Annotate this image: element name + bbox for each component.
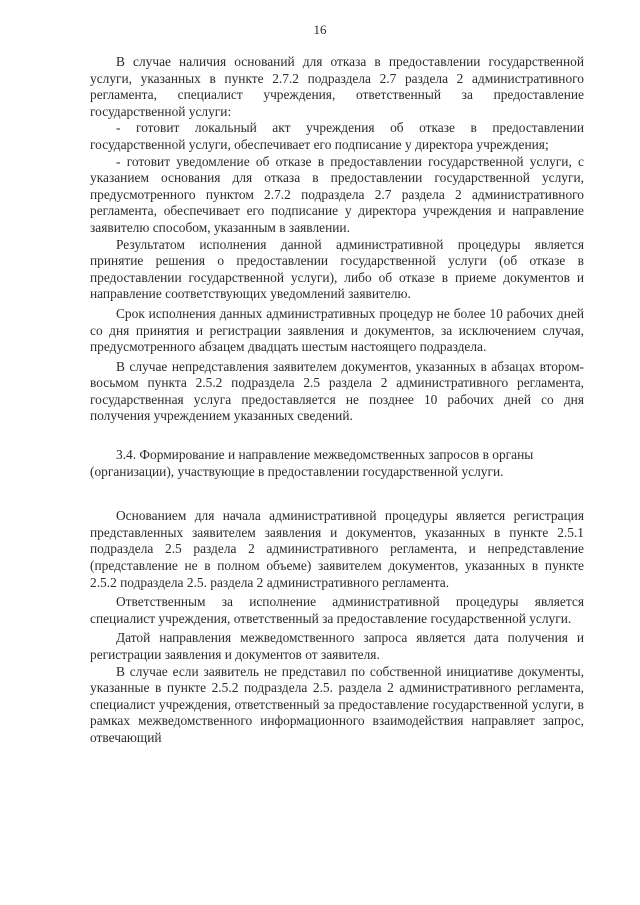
list-item-refusal-notice: - готовит уведомление об отказе в предоставлении государственной услуги, с указанием основания для отказа в предоставлении государственной услуги, предусмотренного пунктом 2.7.2 подраздела 2.7 раздела 2 административного регламента, обеспечивает его подписание у директора учреждения и направление заявителю способом, указанным в заявлении. [90,153,584,235]
page-number: 16 [313,22,327,37]
section-heading: 3.4. Формирование и направление межведомственных запросов в органы (организации), участвующие в предоставлении государственной услуги. [90,447,534,479]
paragraph-procedure-basis: Основанием для начала административной процедуры является регистрация представленных заявителем заявления и документов, указанных в пункте 2.5.1 подраздела 2.5 раздела 2 административного регламента, и непредставление (представление не в полном объеме) заявителем документов, указанных в пункте 2.5.2 подраздела 2.5. раздела 2 административного регламента. [90,508,584,590]
document-body [90,54,584,747]
paragraph-procedure-result: Результатом исполнения данной административной процедуры является принятие решения о предоставлении государственной услуги (об отказе в предоставлении государственной услуги), либо об отказе в приеме документов и направление соответствующих уведомлений заявителю. [90,236,584,302]
paragraph-interagency-request: В случае если заявитель не представил по собственной инициативе документы, указанные в пункте 2.5.2 подраздела 2.5. раздела 2 административного регламента, специалист учреждения, ответственный за предоставление государственной услуги, в рамках межведомственного информационного взаимодействия направляет запрос, отвечающий [90,663,584,745]
paragraph-procedure-term: Срок исполнения данных административных процедур не более 10 рабочих дней со дня принятия и регистрации заявления и документов, за исключением случая, предусмотренного абзацем двадцать шестым настоящего подраздела. [90,305,584,355]
paragraph-refusal-grounds: В случае наличия оснований для отказа в предоставлении государственной услуги, указанных в пункте 2.7.2 подраздела 2.7 раздела 2 административного регламента, специалист учреждения, ответственный за предоставление государственной услуги: [90,54,584,119]
paragraph-request-date: Датой направления межведомственного запроса является дата получения и регистрации заявления и документов от заявителя. [90,630,584,662]
paragraph-documents-not-provided: В случае непредставления заявителем документов, указанных в абзацах втором-восьмом пункта 2.5.2 подраздела 2.5 раздела 2 административного регламента, государственная услуга предоставляется не позднее 10 рабочих дней со дня получения учреждением указанных сведений. [90,358,584,424]
list-item-local-act: - готовит локальный акт учреждения об отказе в предоставлении государственной услуги, обеспечивает его подписание у директора учреждения; [90,120,584,152]
paragraph-responsible-person: Ответственным за исполнение административной процедуры является специалист учреждения, ответственный за предоставление государственной услуги. [90,594,584,626]
